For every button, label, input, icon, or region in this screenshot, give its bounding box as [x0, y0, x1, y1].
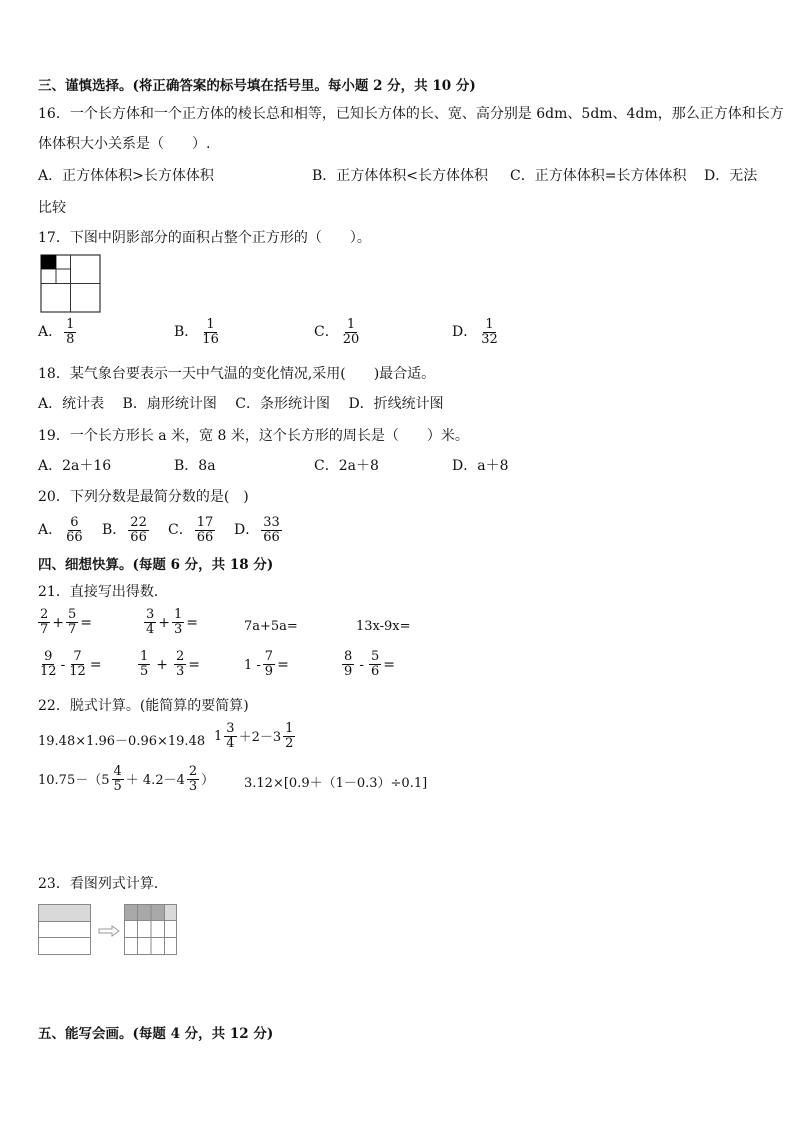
- fraction: $\frac{1}{3}$: [174, 607, 183, 638]
- fraction: $\frac{7}{9}$: [264, 649, 274, 680]
- fraction: $\frac{5}{7}$: [68, 607, 77, 638]
- q23-left-figure: [38, 904, 92, 956]
- q17-shaded-cell: [41, 255, 56, 269]
- fraction: $\frac{9}{12}$: [40, 649, 57, 680]
- fraction: $\frac{5}{6}$: [371, 649, 380, 680]
- q23-right-figure: [124, 904, 178, 956]
- section-4-title: 四、细想快算。(每题 6 分，共 18 分): [38, 557, 274, 573]
- q16-option-d-cont: 比较: [38, 200, 66, 216]
- fraction: $\frac{1}{8}$: [66, 317, 75, 348]
- q19-option-d: D．a＋8: [452, 458, 509, 474]
- q17-option-a: A． $\frac{1}{8}$: [38, 317, 75, 348]
- q19-text: 19．一个长方形长 a 米，宽 8 米，这个长方形的周长是（ ）米。: [38, 428, 469, 444]
- q21-expr-3: 7a+5a=: [244, 619, 298, 634]
- fraction: $\frac{4}{5}$: [113, 764, 122, 795]
- fraction: $\frac{1}{16}$: [202, 317, 219, 348]
- q17-option-c: C． $\frac{1}{20}$: [314, 317, 360, 348]
- fraction: $\frac{1}{5}$: [140, 649, 149, 680]
- q17-option-b: B． $\frac{1}{16}$: [174, 317, 219, 348]
- section-5-title: 五、能写会画。(每题 4 分，共 12 分): [38, 1026, 274, 1042]
- q16-option-c: C．正方体体积=长方体体积: [510, 168, 687, 184]
- fraction: $\frac{1}{2}$: [285, 721, 294, 752]
- fraction: $\frac{2}{7}$: [40, 607, 49, 638]
- q20-text: 20．下列分数是最简分数的是( ): [38, 489, 249, 505]
- q19-option-c: C．2a＋8: [314, 458, 379, 474]
- q22-expr-2: 1 $\frac{3}{4}$ ＋2－3 $\frac{1}{2}$: [214, 721, 294, 752]
- q22-expr-4: 3.12×[0.9＋（1－0.3）÷0.1]: [244, 776, 428, 791]
- section-3-title: 三、谨慎选择。(将正确答案的标号填在括号里。每小题 2 分，共 10 分): [38, 78, 476, 94]
- q21-expr-5: $\frac{9}{12}$ - $\frac{7}{12}$ =: [40, 649, 102, 680]
- fraction: $\frac{33}{66}$: [263, 515, 280, 546]
- q21-expr-8: $\frac{8}{9}$ - $\frac{5}{6}$ =: [344, 649, 396, 680]
- q21-expr-2: $\frac{3}{4}$ + $\frac{1}{3}$ =: [146, 607, 199, 638]
- q20-option-d: D． $\frac{33}{66}$: [234, 515, 280, 546]
- q17-square-figure: [40, 254, 102, 314]
- q22-expr-1: 19.48×1.96－0.96×19.48: [38, 734, 206, 749]
- q18-options: A．统计表 B．扇形统计图 C．条形统计图 D．折线统计图: [38, 396, 444, 412]
- q17-text: 17．下图中阴影部分的面积占整个正方形的（ ）。: [38, 230, 371, 246]
- q16-option-a: A．正方体体积>长方体体积: [38, 168, 214, 184]
- fraction: $\frac{3}{4}$: [146, 607, 155, 638]
- fraction: $\frac{2}{3}$: [176, 649, 185, 680]
- q17-option-d: D． $\frac{1}{32}$: [452, 317, 498, 348]
- q21-text: 21．直接写出得数．: [38, 584, 168, 600]
- fraction: $\frac{7}{12}$: [69, 649, 86, 680]
- q16-option-d: D．无法: [704, 168, 758, 184]
- q16-option-b: B．正方体体积<长方体体积: [312, 168, 489, 184]
- q20-option-a: A． $\frac{6}{66}$: [38, 515, 83, 546]
- q16-line2: 体体积大小关系是（ ）.: [38, 136, 211, 152]
- q21-expr-4: 13x-9x=: [356, 619, 411, 634]
- fraction: $\frac{22}{66}$: [130, 515, 147, 546]
- q16-line1: 16．一个长方体和一个正方体的棱长总和相等，已知长方体的长、宽、高分别是 6dm、5dm、4dm，那么正方体和长方: [38, 106, 784, 122]
- q23-text: 23．看图列式计算．: [38, 876, 168, 892]
- fraction: $\frac{6}{66}$: [66, 515, 83, 546]
- q22-text: 22．脱式计算。(能简算的要简算): [38, 698, 249, 714]
- q20-option-b: B． $\frac{22}{66}$: [102, 515, 147, 546]
- q21-expr-7: 1 - $\frac{7}{9}$ =: [244, 649, 289, 680]
- q18-text: 18．某气象台要表示一天中气温的变化情况,采用( )最合适。: [38, 366, 436, 382]
- fraction: $\frac{1}{20}$: [342, 317, 360, 348]
- fraction: $\frac{1}{32}$: [481, 317, 498, 348]
- q19-option-a: A．2a＋16: [38, 458, 112, 474]
- fraction: $\frac{2}{3}$: [188, 764, 198, 795]
- fraction: $\frac{3}{4}$: [226, 721, 235, 752]
- q20-option-c: C． $\frac{17}{66}$: [168, 515, 214, 546]
- arrow-right-icon: [98, 925, 120, 937]
- fraction: $\frac{17}{66}$: [196, 515, 214, 546]
- fraction: $\frac{8}{9}$: [344, 649, 353, 680]
- q21-expr-1: $\frac{2}{7}$ + $\frac{5}{7}$ =: [40, 607, 93, 638]
- q19-option-b: B．8a: [174, 458, 216, 474]
- q22-expr-3: 10.75－（5 $\frac{4}{5}$ ＋ 4.2－4 $\frac{2}{3}$ ）: [38, 764, 215, 795]
- q21-expr-6: $\frac{1}{5}$ + $\frac{2}{3}$ =: [140, 649, 201, 680]
